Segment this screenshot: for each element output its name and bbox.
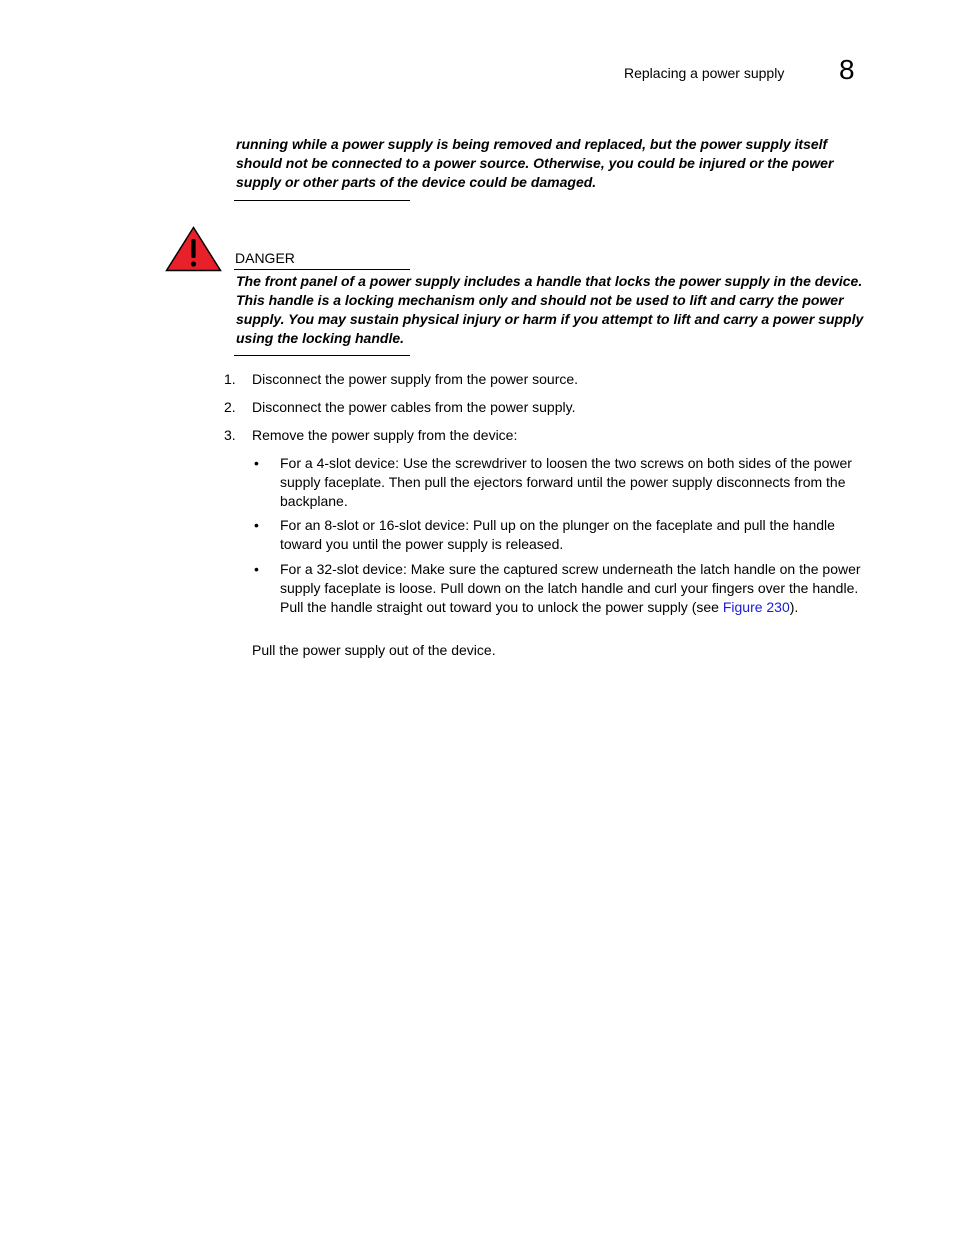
chapter-number: 8: [839, 54, 855, 85]
danger-label: DANGER: [235, 250, 295, 266]
danger-bottom-rule: [234, 355, 410, 356]
step-text: Disconnect the power cables from the power supply.: [252, 399, 576, 415]
step-text: Remove the power supply from the device:: [252, 427, 518, 443]
bullet-text: For an 8-slot or 16-slot device: Pull up on the plunger on the faceplate and pull the handle toward you until the power supply is released.: [280, 517, 835, 552]
final-step-text: Pull the power supply out of the device.: [252, 642, 496, 658]
step-number: 2.: [224, 399, 236, 415]
bullet-marker: •: [254, 561, 259, 577]
section-title: Replacing a power supply: [624, 65, 785, 81]
step-number: 3.: [224, 427, 236, 443]
bullet-text: [280, 560, 872, 617]
danger-exclamation-icon: [165, 226, 222, 272]
step-text: Disconnect the power supply from the power source.: [252, 371, 579, 387]
bullet-marker: •: [254, 455, 259, 471]
bullet-marker: •: [254, 517, 259, 533]
bullet-text-before-link: For a 32-slot device: Make sure the captured screw underneath the latch handle on the power supply faceplate is loose. Pull down on the latch handle and curl your fingers over the handle. Pull the handle straight out toward you to unlock the power supply (see: [280, 561, 861, 615]
danger-top-rule: [234, 269, 410, 270]
warning-continuation-text: running while a power supply is being removed and replaced, but the power supply itself should not be connected to a power source. Otherwise, you could be injured or the power supply or other parts of the device could be damaged.: [236, 136, 834, 190]
danger-text: The front panel of a power supply includes a handle that locks the power supply in the device. This handle is a locking mechanism only and should not be used to lift and carry the power supply. You may sustain physical injury or harm if you attempt to lift and carry a power supply using the locking handle.: [236, 273, 864, 346]
figure-230-link[interactable]: Figure 230: [722, 599, 790, 615]
bullet-text-after-link: ).: [789, 599, 799, 615]
step-number: 1.: [224, 371, 236, 387]
bullet-text: For a 4-slot device: Use the screwdriver to loosen the two screws on both sides of the power supply faceplate. Then pull the ejectors forward until the power supply disconnects from the backplane.: [280, 455, 852, 509]
warning-bottom-rule: [234, 200, 410, 201]
